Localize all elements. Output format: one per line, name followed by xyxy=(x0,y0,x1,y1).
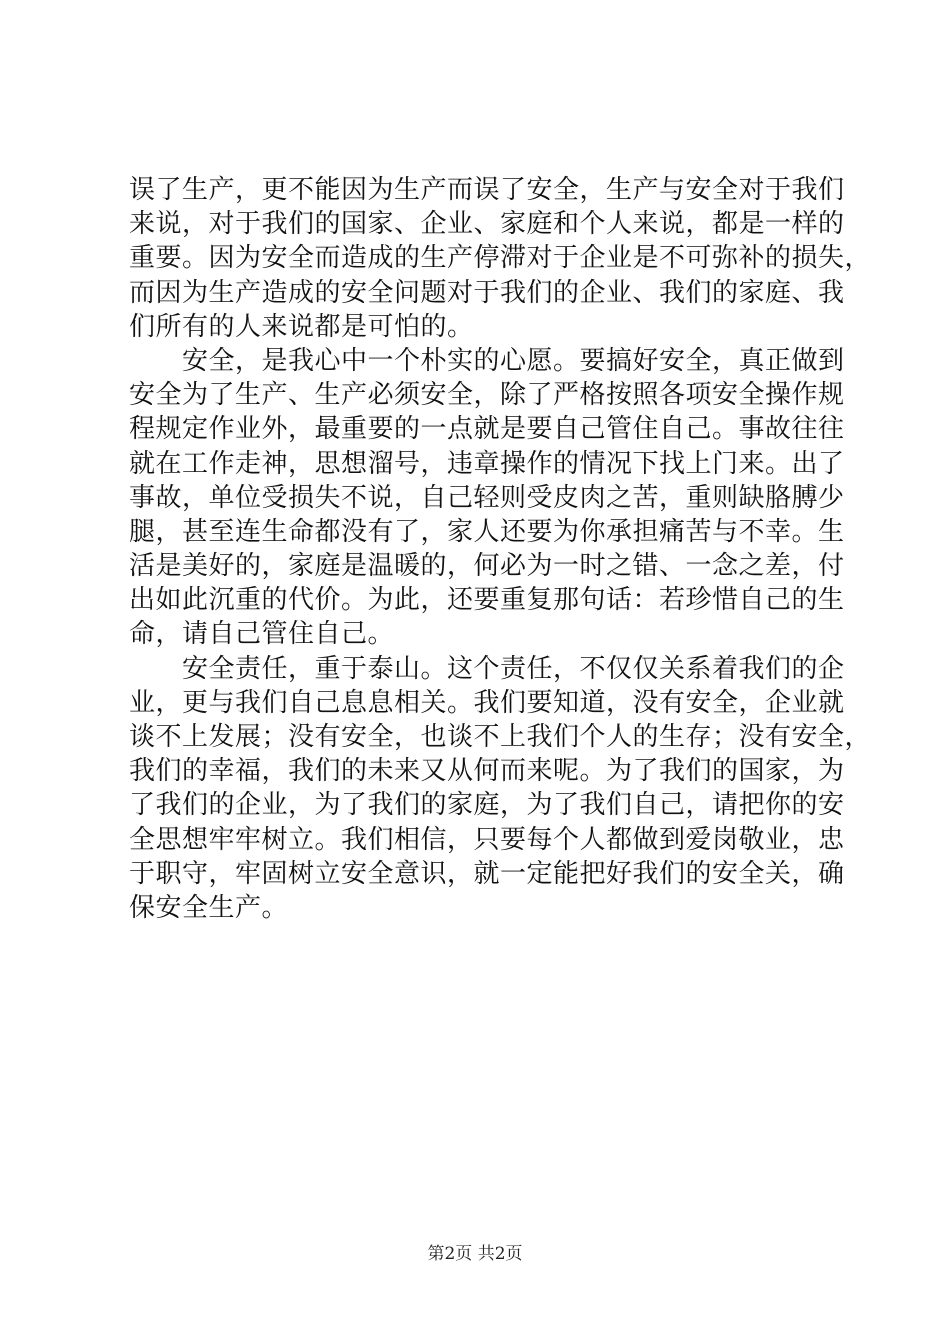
text-line: 出如此沉重的代价。为此，还要重复那句话：若珍惜自己的生 xyxy=(129,585,845,616)
text-line: 腿，甚至连生命都没有了，家人还要为你承担痛苦与不幸。生 xyxy=(129,516,845,547)
text-line: 业，更与我们自己息息相关。我们要知道，没有安全，企业就 xyxy=(129,687,845,718)
body-text xyxy=(129,173,872,925)
paragraph-start-line: 安全，是我心中一个朴实的心愿。要搞好安全，真正做到 xyxy=(182,345,845,376)
text-line: 就在工作走神，思想溜号，违章操作的情况下找上门来。出了 xyxy=(129,448,845,479)
text-line: 了我们的企业，为了我们的家庭，为了我们自己，请把你的安 xyxy=(129,790,845,821)
text-line: 我们的幸福，我们的未来又从何而来呢。为了我们的国家，为 xyxy=(129,756,845,787)
paragraph-start-line: 安全责任，重于泰山。这个责任，不仅仅关系着我们的企 xyxy=(182,653,845,684)
text-line: 于职守，牢固树立安全意识，就一定能把好我们的安全关，确 xyxy=(129,858,845,889)
text-line: 而因为生产造成的安全问题对于我们的企业、我们的家庭、我 xyxy=(129,277,845,308)
text-line: 事故，单位受损失不说，自己轻则受皮肉之苦，重则缺胳膊少 xyxy=(129,482,845,513)
text-line: 活是美好的，家庭是温暖的，何必为一时之错、一念之差，付 xyxy=(129,551,845,582)
text-line: 命，请自己管住自己。 xyxy=(129,619,395,650)
text-line: 安全为了生产、生产必须安全，除了严格按照各项安全操作规 xyxy=(129,380,845,411)
text-line: 程规定作业外，最重要的一点就是要自己管住自己。事故往往 xyxy=(129,414,845,445)
text-line: 保安全生产。 xyxy=(129,892,289,923)
text-line: 误了生产，更不能因为生产而误了安全，生产与安全对于我们 xyxy=(129,175,845,205)
text-line: 重要。因为安全而造成的生产停滞对于企业是不可弥补的损失， xyxy=(129,243,872,274)
text-line: 来说，对于我们的国家、企业、家庭和个人来说，都是一样的 xyxy=(129,209,845,240)
page-footer: 第2页 共2页 xyxy=(427,1244,523,1264)
text-line: 全思想牢牢树立。我们相信，只要每个人都做到爱岗敬业，忠 xyxy=(129,824,845,855)
text-line: 谈不上发展；没有安全，也谈不上我们个人的生存；没有安全， xyxy=(129,722,872,752)
text-line: 们所有的人来说都是可怕的。 xyxy=(129,311,474,342)
